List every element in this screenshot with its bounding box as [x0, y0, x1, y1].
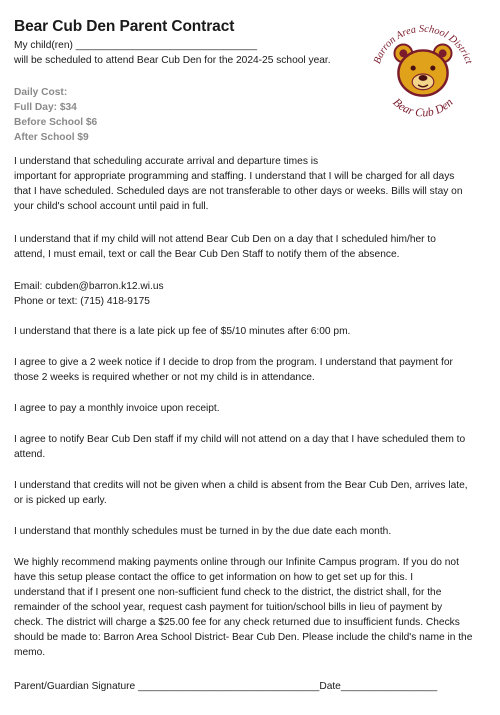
daily-cost-heading: Daily Cost: [14, 87, 68, 98]
page-title: Bear Cub Den Parent Contract [14, 18, 235, 35]
text-line: We highly recommend making payments online through our Infinite Campus program. If you do not [14, 557, 459, 568]
before-school-cost: Before School $6 [14, 117, 98, 128]
text-line: those 2 weeks is required whether or not my child is in attendance. [14, 372, 315, 383]
contact-phone: Phone or text: (715) 418-9175 [14, 296, 150, 307]
text-line: I understand that credits will not be given when a child is absent from the Bear Cub Den, arrives late, [14, 480, 468, 491]
school-year-line: will be scheduled to attend Bear Cub Den for the 2024-25 school year. [14, 55, 331, 66]
text-line: have this setup please contact the office to get information on how to get set up for this. I [14, 572, 414, 583]
text-line: or is picked up early. [14, 495, 107, 506]
paragraph-notify [14, 432, 484, 462]
paragraph-late-fee [14, 324, 484, 339]
text-line: I understand that monthly schedules must be turned in by the due date each month. [14, 526, 392, 537]
daily-cost-block [14, 85, 97, 145]
text-line: I agree to pay a monthly invoice upon receipt. [14, 403, 220, 414]
contact-info [14, 279, 484, 309]
text-line: remainder of the school year, request cash payment for tuition/school bills in lieu of payment by [14, 602, 443, 613]
text-line: I agree to give a 2 week notice if I decide to drop from the program. I understand that payment for [14, 357, 453, 368]
contact-email: Email: cubden@barron.k12.wi.us [14, 281, 164, 292]
signature-date-line: Parent/Guardian Signature ________________________________Date_________________ [14, 681, 438, 692]
logo-bottom-text: Bear Cub Den [390, 95, 456, 120]
bear-cub-den-logo [364, 16, 482, 134]
paragraph-absence [14, 232, 484, 262]
after-school-cost: After School $9 [14, 132, 89, 143]
signature-line [14, 679, 484, 694]
text-line: check. The district will charge a $25.00 fee for any check returned due to insufficient funds. Checks [14, 617, 460, 628]
paragraph-notice [14, 355, 484, 385]
paragraph-invoice [14, 401, 484, 416]
paragraph-payments [14, 555, 484, 660]
text-line: your child's school account until paid in full. [14, 201, 209, 212]
paragraph-credits [14, 478, 484, 508]
full-day-cost: Full Day: $34 [14, 102, 77, 113]
text-line: I understand that if my child will not attend Bear Cub Den on a day that I scheduled him/her to [14, 234, 436, 245]
text-line: attend. [14, 449, 46, 460]
text-line: understand that if I present one non-sufficient fund check to the district, the district shall, for the [14, 587, 442, 598]
text-line: memo. [14, 647, 46, 658]
text-line: attend, I must email, text or call the Bear Cub Den Staff to notify them of the absence. [14, 249, 400, 260]
text-line: I understand that scheduling accurate arrival and departure times is [14, 156, 319, 167]
child-name-line: My child(ren) ________________________________ [14, 40, 258, 51]
paragraph-schedules [14, 524, 484, 539]
paragraph-scheduling [14, 154, 484, 214]
text-line: I understand that there is a late pick up fee of $5/10 minutes after 6:00 pm. [14, 326, 351, 337]
text-line: I agree to notify Bear Cub Den staff if my child will not attend on a day that I have scheduled them to [14, 434, 466, 445]
logo-top-text: Barron Area School District [371, 23, 475, 66]
text-line: that I have scheduled. Scheduled days are not transferable to other days or weeks. Bills will stay on [14, 186, 463, 197]
text-line: should be made to: Barron Area School District- Bear Cub Den. Please include the child's name in the [14, 632, 473, 643]
text-line: important for appropriate programming and staffing. I understand that I will be charged for all days [14, 171, 455, 182]
bear-face-icon [394, 45, 451, 96]
